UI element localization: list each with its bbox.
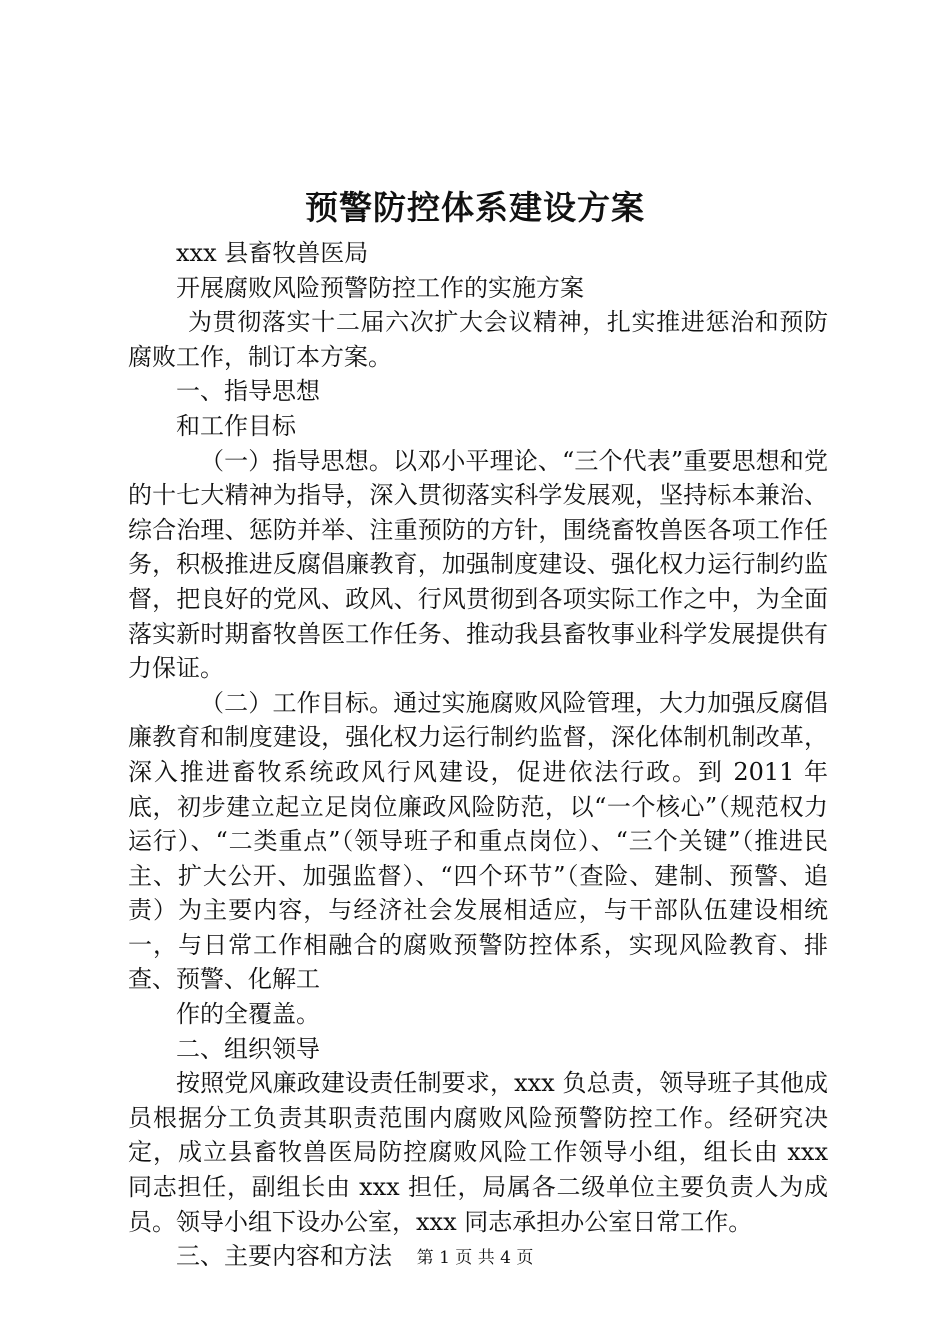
paragraph-organization: 按照党风廉政建设责任制要求，xxx 负总责，领导班子其他成员根据分工负责其职责范围内腐败风险预警防控工作。经研究决定，成立县畜牧兽医局防控腐败风险工作领导小组，组长由 xxx 同志担任，副组长由 xxx 担任，局属各二级单位主要负责人为成员。领导小组下设办公室，xxx 同志承担办公室日常工作。 <box>128 1069 828 1236</box>
document-body <box>128 236 828 1274</box>
paragraph-guiding-thought: （一）指导思想。以邓小平理论、“三个代表”重要思想和党的十七大精神为指导，深入贯彻落实科学发展观，坚持标本兼治、综合治理、惩防并举、注重预防的方针，围绕畜牧兽医各项工作任务，积极推进反腐倡廉教育，加强制度建设、强化权力运行制约监督，把良好的党风、政风、行风贯彻到各项实际工作之中，为全面落实新时期畜牧兽医工作任务、推动我县畜牧事业科学发展提供有力保证。 <box>128 446 828 683</box>
section-heading-1-cont: 和工作目标 <box>176 411 296 440</box>
document-title: 预警防控体系建设方案 <box>305 188 645 227</box>
section-heading-2: 二、组织领导 <box>176 1034 320 1063</box>
paragraph-work-goals-end: 作的全覆盖。 <box>176 1000 320 1029</box>
paragraph-subtitle: 开展腐败风险预警防控工作的实施方案 <box>176 273 584 302</box>
section-heading-3: 三、主要内容和方法 <box>176 1242 392 1271</box>
section-heading-1: 一、指导思想 <box>176 377 320 406</box>
page-number: 第 1 页 共 4 页 <box>416 1248 534 1268</box>
paragraph-intro: 为贯彻落实十二届六次扩大会议精神，扎实推进惩治和预防腐败工作，制订本方案。 <box>128 308 828 371</box>
paragraph-work-goals: （二）工作目标。通过实施腐败风险管理，大力加强反腐倡廉教育和制度建设，强化权力运行制约监督，深化体制机制改革，深入推进畜牧系统政风行风建设，促进依法行政。到 2011 年底，初步建立起立足岗位廉政风险防范，以“一个核心”（规范权力运行）、“二类重点”（领导班子和重点岗位）、“三个关键”（推进民主、扩大公开、加强监督）、“四个环节”（查险、建制、预警、追责）为主要内容，与经济社会发展相适应，与干部队伍建设相统一，与日常工作相融合的腐败预警防控体系，实现风险教育、排查、预警、化解工 <box>128 688 828 994</box>
paragraph-issuer: xxx 县畜牧兽医局 <box>176 239 369 267</box>
